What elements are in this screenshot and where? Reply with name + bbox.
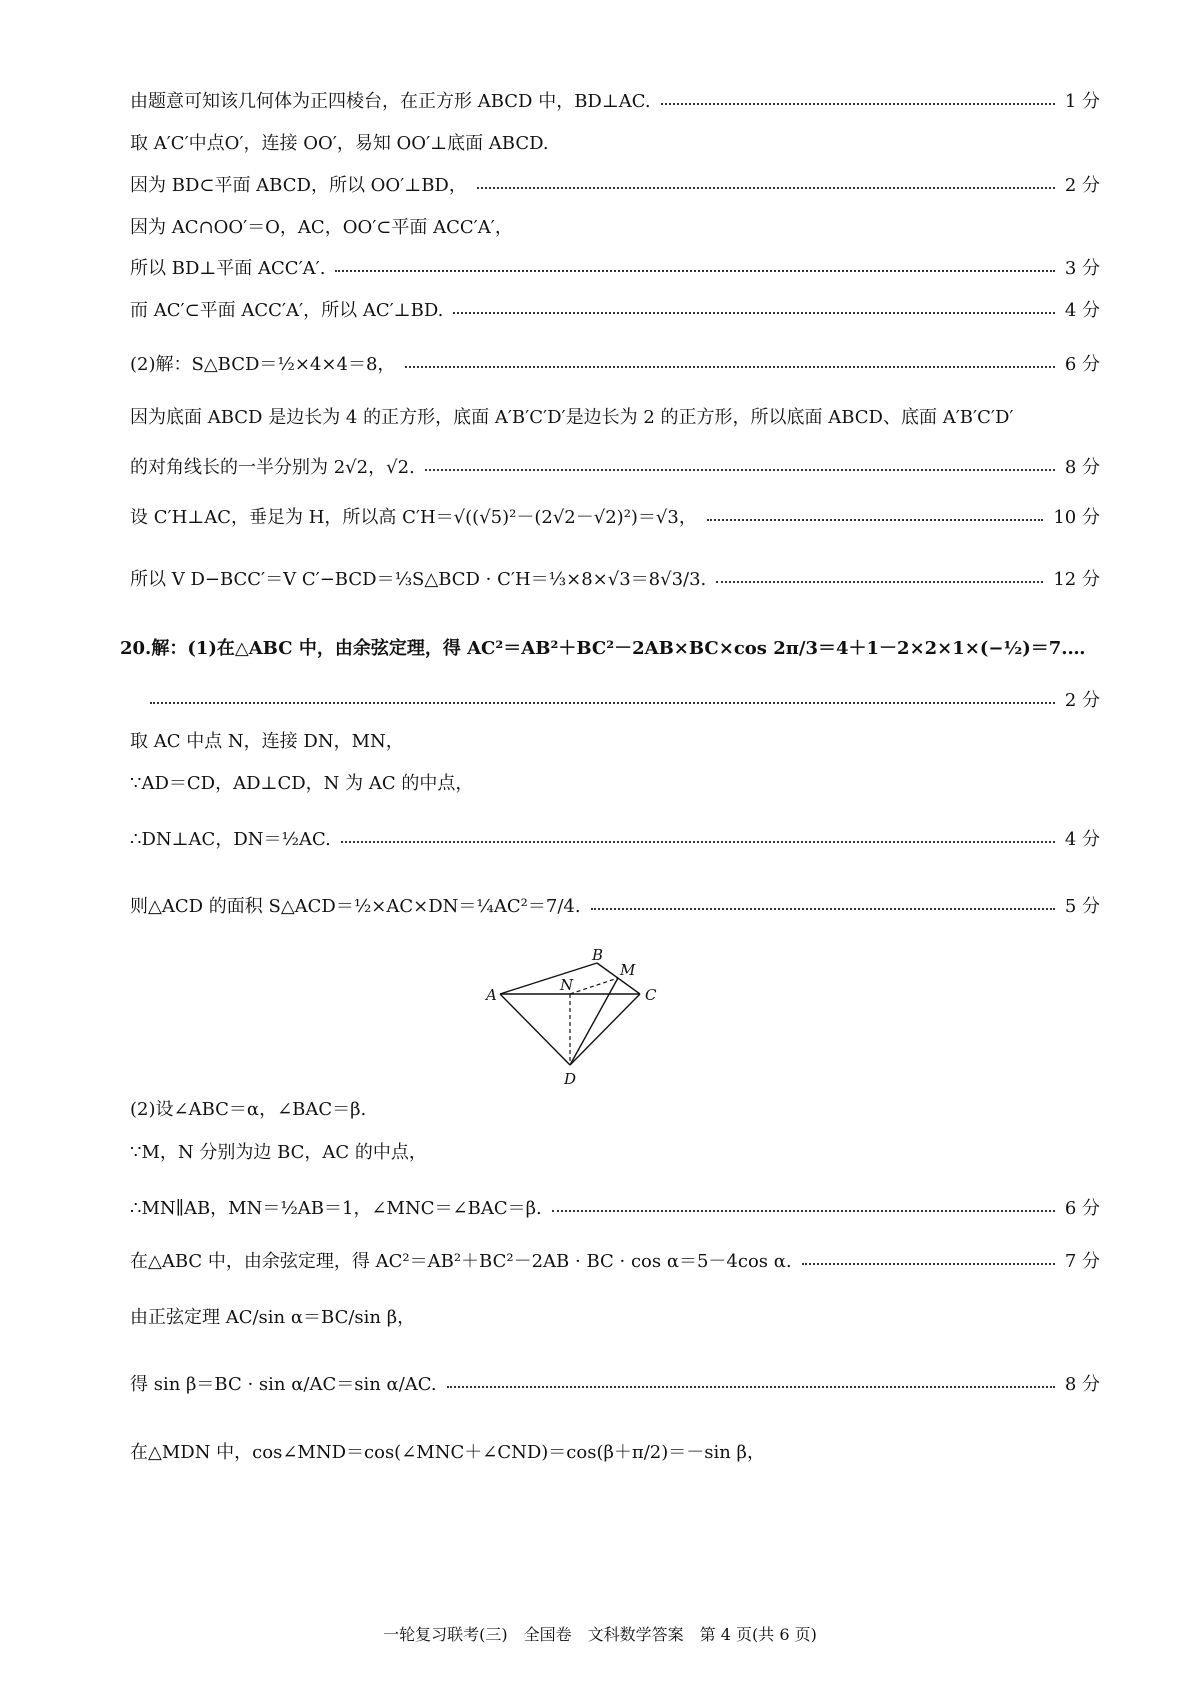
line-24-text: 在△MDN 中，cos∠MND＝cos(∠MNC＋∠CND)＝cos(β＋π/2)＝－sin β， bbox=[130, 1442, 765, 1463]
label-b: B bbox=[592, 946, 604, 964]
line-21 bbox=[130, 1249, 1100, 1275]
leader-dots bbox=[453, 312, 1054, 314]
line-4-text: 因为 AC∩OO′＝O，AC，OO′⊂平面 ACC′A′， bbox=[130, 217, 513, 238]
leader-dots bbox=[447, 1386, 1055, 1388]
line-23-text: 得 sin β＝BC · sin α/AC＝sin α/AC. bbox=[130, 1374, 437, 1395]
line-8 bbox=[130, 405, 1100, 431]
line-13-score: 2 分 bbox=[1064, 690, 1100, 711]
line-1 bbox=[130, 89, 1100, 115]
line-17-text: 则△ACD 的面积 S△ACD＝½×AC×DN＝¼AC²＝7/4. bbox=[130, 896, 581, 917]
line-1-score: 1 分 bbox=[1064, 91, 1100, 112]
line-5-text: 所以 BD⊥平面 ACC′A′. bbox=[130, 258, 326, 279]
leader-dots bbox=[661, 103, 1055, 105]
geometry-figure bbox=[486, 946, 700, 1090]
line-14 bbox=[130, 729, 1100, 755]
line-22 bbox=[130, 1305, 1100, 1331]
line-23 bbox=[130, 1372, 1100, 1398]
line-20 bbox=[130, 1196, 1100, 1222]
line-5-score: 3 分 bbox=[1064, 258, 1100, 279]
line-13 bbox=[150, 688, 1100, 714]
line-9-score: 8 分 bbox=[1064, 457, 1100, 478]
line-11-score: 12 分 bbox=[1053, 569, 1100, 590]
leader-dots bbox=[150, 702, 1055, 704]
line-6-score: 4 分 bbox=[1064, 300, 1100, 321]
line-3-score: 2 分 bbox=[1064, 175, 1100, 196]
edge-ab bbox=[500, 963, 597, 994]
line-24 bbox=[130, 1440, 1100, 1466]
edge-ad bbox=[500, 994, 570, 1065]
leader-dots bbox=[341, 841, 1055, 843]
line-16 bbox=[130, 827, 1100, 853]
leader-dots bbox=[335, 270, 1054, 272]
line-15-text: ∵AD＝CD，AD⊥CD，N 为 AC 的中点， bbox=[130, 773, 474, 794]
leader-dots bbox=[552, 1210, 1055, 1212]
line-14-text: 取 AC 中点 N，连接 DN，MN， bbox=[130, 731, 404, 752]
leader-dots bbox=[477, 187, 1055, 189]
line-7 bbox=[130, 352, 1100, 378]
leader-dots bbox=[716, 581, 1043, 583]
line-15 bbox=[130, 771, 1100, 797]
line-17-score: 5 分 bbox=[1064, 896, 1100, 917]
line-12-text: 20.解：(1)在△ABC 中，由余弦定理，得 AC²＝AB²＋BC²－2AB×BC×cos 2π/3＝4＋1－2×2×1×(−½)＝7.… bbox=[120, 638, 1086, 659]
leader-dots bbox=[802, 1263, 1055, 1265]
leader-dots bbox=[405, 366, 1054, 368]
line-5 bbox=[130, 256, 1100, 282]
label-m: M bbox=[620, 961, 636, 979]
line-8-text: 因为底面 ABCD 是边长为 4 的正方形，底面 A′B′C′D′是边长为 2 的正方形，所以底面 ABCD、底面 A′B′C′D′ bbox=[130, 407, 1014, 428]
line-7-score: 6 分 bbox=[1064, 354, 1100, 375]
line-9-text: 的对角线长的一半分别为 2√2，√2. bbox=[130, 457, 415, 478]
line-4 bbox=[130, 215, 1100, 241]
line-19 bbox=[130, 1140, 1100, 1166]
line-3-text: 因为 BD⊂平面 ABCD，所以 OO′⊥BD， bbox=[130, 175, 467, 196]
line-10 bbox=[130, 505, 1100, 531]
line-17 bbox=[130, 894, 1100, 920]
line-20-text: ∴MN∥AB，MN＝½AB＝1，∠MNC＝∠BAC＝β. bbox=[130, 1198, 542, 1219]
line-1-text: 由题意可知该几何体为正四棱台，在正方形 ABCD 中，BD⊥AC. bbox=[130, 91, 651, 112]
label-n: N bbox=[560, 976, 574, 994]
leader-dots bbox=[591, 908, 1055, 910]
leader-dots bbox=[425, 469, 1055, 471]
leader-dots bbox=[707, 519, 1044, 521]
line-12 bbox=[120, 636, 1100, 662]
line-21-score: 7 分 bbox=[1064, 1251, 1100, 1272]
line-21-text: 在△ABC 中，由余弦定理，得 AC²＝AB²＋BC²－2AB · BC · cos α＝5－4cos α. bbox=[130, 1251, 792, 1272]
line-18 bbox=[130, 1097, 1100, 1123]
line-18-text: (2)设∠ABC＝α，∠BAC＝β. bbox=[130, 1099, 367, 1120]
line-10-text: 设 C′H⊥AC，垂足为 H，所以高 C′H＝√((√5)²－(2√2－√2)²)＝√3， bbox=[130, 507, 697, 528]
line-11-text: 所以 V D−BCC′＝V C′−BCD＝⅓S△BCD · C′H＝⅓×8×√3＝8√3/3. bbox=[130, 569, 707, 590]
label-d: D bbox=[564, 1070, 577, 1088]
line-9 bbox=[130, 455, 1100, 481]
page-footer: 一轮复习联考(三) 全国卷 文科数学答案 第 4 页(共 6 页) bbox=[383, 1625, 817, 1644]
line-7-text: (2)解：S△BCD＝½×4×4＝8， bbox=[130, 354, 396, 375]
line-3 bbox=[130, 173, 1100, 199]
label-c: C bbox=[645, 986, 657, 1004]
line-6-text: 而 AC′⊂平面 ACC′A′，所以 AC′⊥BD. bbox=[130, 300, 444, 321]
line-22-text: 由正弦定理 AC/sin α＝BC/sin β， bbox=[130, 1307, 416, 1328]
line-16-text: ∴DN⊥AC，DN＝½AC. bbox=[130, 829, 331, 850]
line-11 bbox=[130, 567, 1100, 593]
line-10-score: 10 分 bbox=[1053, 507, 1100, 528]
edge-cd bbox=[570, 994, 640, 1065]
line-16-score: 4 分 bbox=[1064, 829, 1100, 850]
line-6 bbox=[130, 298, 1100, 324]
line-2-text: 取 A′C′中点O′，连接 OO′，易知 OO′⊥底面 ABCD. bbox=[130, 133, 549, 154]
line-23-score: 8 分 bbox=[1064, 1374, 1100, 1395]
line-20-score: 6 分 bbox=[1064, 1198, 1100, 1219]
label-a: A bbox=[486, 986, 497, 1004]
line-19-text: ∵M，N 分别为边 BC，AC 的中点， bbox=[130, 1142, 427, 1163]
line-2 bbox=[130, 131, 1100, 157]
